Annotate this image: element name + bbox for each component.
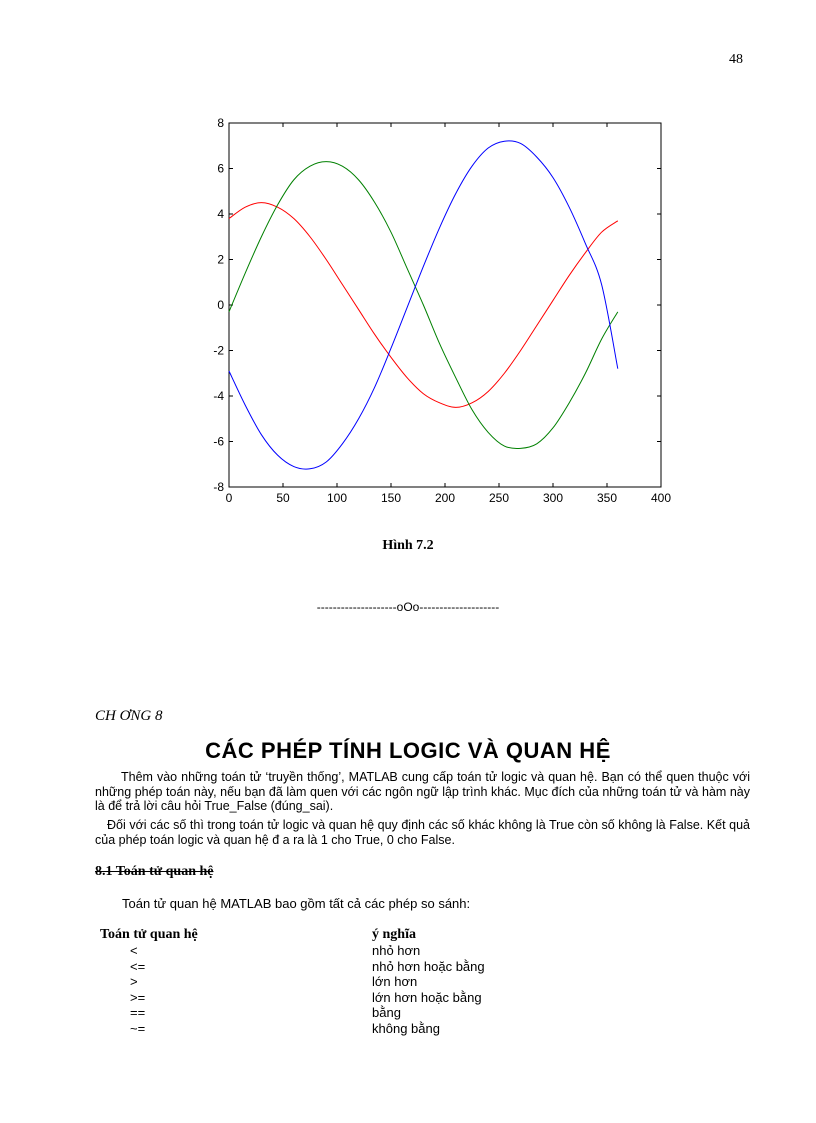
y-tick-label: 6 [217, 161, 224, 176]
y-tick-label: -4 [213, 389, 224, 403]
operator-meaning: nhỏ hơn [372, 943, 421, 958]
section-heading: 8.1 Toán tử quan hệ [95, 864, 214, 879]
operator-symbol: ~= [130, 1020, 146, 1036]
chapter-label: CH ƠNG 8 [95, 708, 163, 724]
table-row [100, 1021, 560, 1037]
operator-symbol: >= [130, 989, 146, 1005]
paragraph-truth-values: Đối với các số thì trong toán tử logic và quan hệ quy định các số khác không là True còn số không là False. Kết quả của phép toán logic và quan hệ đ a ra là 1 cho True, 0 cho False. [95, 818, 750, 847]
operator-meaning: lớn hơn hoặc bằng [372, 989, 482, 1005]
figure-caption: Hình 7.2 [382, 538, 434, 553]
y-tick-label: 4 [217, 207, 224, 221]
operator-symbol: < [130, 943, 138, 958]
page-number: 48 [729, 52, 743, 67]
header-operator: Toán tử quan hệ [100, 927, 198, 942]
x-tick-label: 150 [380, 491, 402, 505]
table-row [100, 959, 560, 975]
x-tick-label: 350 [596, 491, 618, 505]
operator-meaning: nhỏ hơn hoặc bằng [372, 958, 485, 974]
operators-table [100, 927, 560, 1036]
figure [195, 112, 675, 517]
table-row [100, 1005, 560, 1021]
x-tick-label: 0 [225, 491, 233, 505]
operator-meaning: lớn hơn [372, 974, 418, 989]
x-tick-label: 300 [542, 491, 564, 505]
table-row [100, 974, 560, 990]
x-tick-label: 50 [276, 491, 290, 505]
operator-meaning: bằng [372, 1005, 401, 1020]
x-tick-label: 400 [650, 491, 672, 505]
section-intro: Toán tử quan hệ MATLAB bao gồm tất cả các phép so sánh: [122, 896, 471, 911]
operator-symbol: == [130, 1005, 146, 1020]
table-row [100, 990, 560, 1006]
x-tick-label: 100 [326, 491, 348, 505]
y-tick-label: 0 [217, 298, 224, 312]
operator-meaning: không bằng [372, 1020, 440, 1036]
plot-frame [229, 123, 661, 487]
operators-table-header [100, 927, 560, 943]
separator: --------------------oOo-------------------- [316, 600, 500, 614]
header-meaning: ý nghĩa [372, 927, 416, 942]
y-tick-label: 2 [217, 252, 224, 267]
x-tick-label: 250 [488, 491, 510, 505]
operator-symbol: > [130, 974, 138, 989]
table-row [100, 943, 560, 959]
y-tick-label: -6 [213, 434, 224, 449]
operator-symbol: <= [130, 958, 146, 974]
y-tick-label: -2 [213, 343, 224, 358]
paragraph-intro: Thêm vào những toán tử ‘truyền thống’, MATLAB cung cấp toán tử logic và quan hệ. Bạn có thể quen thuộc với những phép toán này, nếu bạn đã làm quen với các ngôn ngữ lập trình khác. Mục đích của những toán tử và hàm này là để trả lời câu hỏi True_False (đúng_sai). [95, 770, 750, 813]
y-tick-label: -8 [213, 480, 224, 494]
series-line-2 [229, 162, 618, 449]
y-tick-label: 8 [217, 116, 224, 130]
line-chart [195, 112, 675, 512]
x-tick-label: 200 [434, 491, 456, 505]
chapter-title: CÁC PHÉP TÍNH LOGIC VÀ QUAN HỆ [205, 738, 611, 763]
